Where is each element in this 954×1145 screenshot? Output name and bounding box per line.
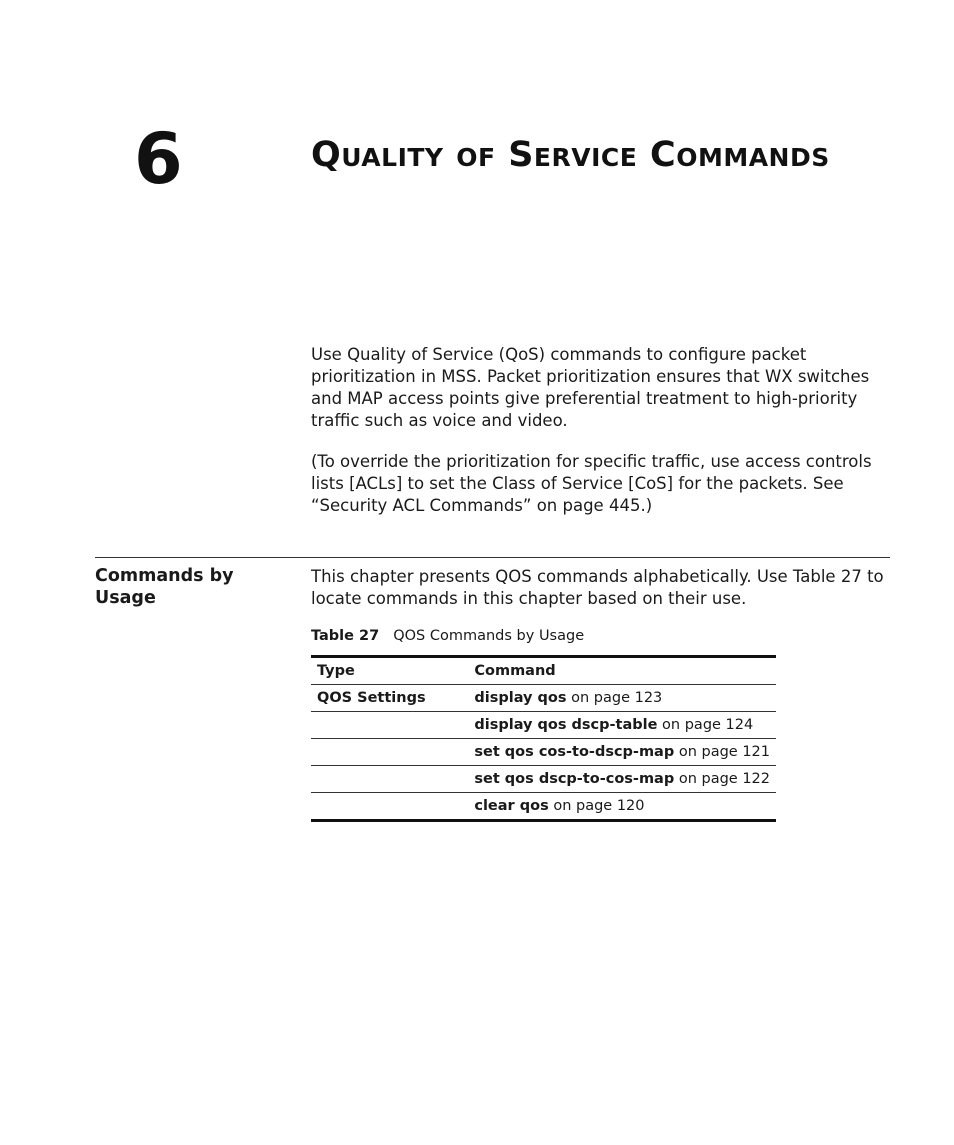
section-divider	[95, 557, 890, 558]
cell-type	[311, 766, 468, 793]
table-caption	[311, 626, 584, 646]
page-reference: on page 120	[548, 798, 645, 814]
table-row	[311, 766, 776, 793]
section-body: This chapter presents QOS commands alphabetically. Use Table 27 to locate commands in this chapter based on their use.	[311, 567, 884, 608]
command-name: set qos cos-to-dscp-map	[474, 744, 675, 760]
table-row	[311, 739, 776, 766]
page-reference: on page 121	[674, 744, 770, 760]
cell-command	[468, 712, 776, 739]
command-name: display qos	[474, 690, 567, 706]
table-header-row	[311, 657, 776, 685]
table-row	[311, 712, 776, 739]
cell-command	[468, 766, 776, 793]
intro-paragraph: (To override the prioritization for specific traffic, use access controls lists [ACLs] to set the Class of Service [CoS] for the packets. See “Security ACL Commands” on page 445.)	[311, 452, 872, 515]
page-reference: on page 122	[674, 771, 770, 787]
section-heading: Commands by Usage	[95, 566, 234, 608]
cell-type	[311, 793, 468, 821]
table-row	[311, 685, 776, 712]
cell-command	[468, 793, 776, 821]
column-header-type: Type	[311, 657, 468, 685]
chapter-title: Quality of Service Commands	[311, 135, 830, 175]
command-name: set qos dscp-to-cos-map	[474, 771, 675, 787]
cell-type	[311, 739, 468, 766]
cell-command	[468, 685, 776, 712]
intro-text	[311, 344, 896, 536]
intro-paragraph: Use Quality of Service (QoS) commands to configure packet prioritization in MSS. Packet prioritization ensures that WX switches and MAP access points give preferential treatment to high-priority traffic such as voice and video.	[311, 345, 870, 430]
table-caption-label: Table 27	[311, 628, 380, 644]
cell-type: QOS Settings	[311, 685, 468, 712]
command-name: clear qos	[474, 798, 549, 814]
page-reference: on page 123	[566, 690, 663, 706]
cell-type	[311, 712, 468, 739]
cell-command	[468, 739, 776, 766]
chapter-number: 6	[134, 118, 183, 200]
command-name: display qos dscp-table	[474, 717, 658, 733]
column-header-command: Command	[468, 657, 776, 685]
commands-table	[311, 655, 776, 822]
table-row	[311, 793, 776, 821]
table-caption-text: QOS Commands by Usage	[393, 628, 585, 644]
page-reference: on page 124	[657, 717, 754, 733]
